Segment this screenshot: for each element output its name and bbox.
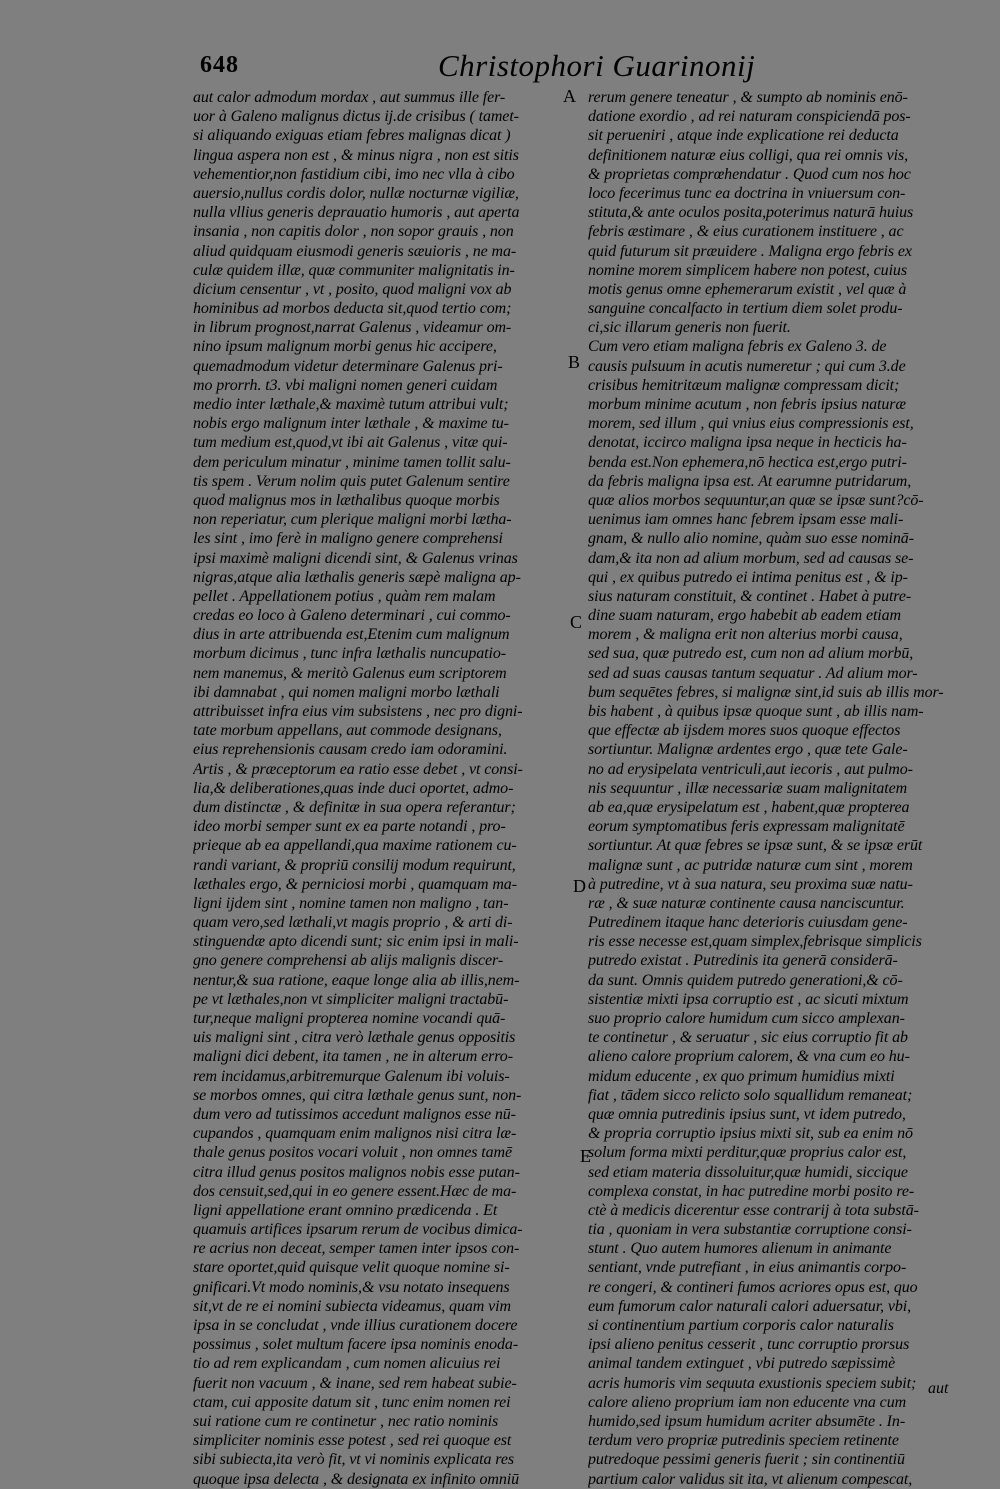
text-line: ipsi alieno penitus cesserit , tunc corruptio prorsus: [588, 1336, 910, 1354]
text-line: suo proprio calore humidum cum sicco amplexan-: [588, 1010, 905, 1027]
text-line: partium calor validus sit ita, vt alienum compescat,: [588, 1470, 913, 1488]
text-line: febris æstimare , & eius curationem instituere , ac: [588, 223, 904, 241]
text-line: uenimus iam omnes hanc febrem ipsam esse mali-: [588, 511, 904, 529]
text-line: nentur,& sua ratione, eaque longe alia ab illis,nem-: [193, 971, 520, 989]
text-line: terdum vero propriæ putredinis speciem retinente: [588, 1432, 899, 1450]
text-line: solum forma mixti perditur,quæ proprius calor est,: [588, 1144, 907, 1162]
text-line: cupandos , quamquam enim malignos nisi citra læ-: [193, 1125, 517, 1143]
text-line: que effectæ ab ijsdem mores suos quoque effectos: [588, 722, 901, 740]
text-line: nem manemus, & meritò Galenus eum scriptorem: [193, 664, 507, 682]
text-line: & propria corruptio ipsius mixti sit, sub ea enim nō: [588, 1125, 913, 1143]
text-line: tate morbum appellans, aut commode designans,: [193, 722, 502, 740]
text-line: citra illud genus positos malignos nobis esse putan-: [193, 1163, 520, 1181]
text-line: benda est.Non ephemera,nō hectica est,ergo putri-: [588, 453, 907, 471]
text-line: sanguine concalfacto in tertium diem solet produ-: [588, 300, 903, 318]
text-line: alieno calore proprium calorem, & vna cum eo hu-: [588, 1048, 910, 1066]
text-line: lingua aspera non est , & minus nigra , non est sitis: [193, 146, 519, 164]
text-line: ctè à medicis dicerentur esse contrarij à tota substā-: [588, 1201, 919, 1219]
text-line: datione exordio , ad rei naturam conspiciendā pos-: [588, 108, 911, 126]
text-line: ci,sic illarum generis non fuerit.: [588, 319, 791, 337]
text-line: sibi subiecta,ita verò fit, vt vi nominis explicata res: [193, 1451, 514, 1469]
text-line: pe vt læthales,non vt simpliciter maligni tractabū-: [193, 990, 509, 1008]
text-line: sed ad suas causas tantum sequatur . Ad alium mor-: [588, 664, 918, 682]
text-line: bum sequētes febres, si malignæ sint,id suis ab illis mor-: [588, 683, 944, 701]
text-line: Cum vero etiam maligna febris ex Galeno 3. de: [588, 338, 887, 356]
catchword: aut: [928, 1380, 949, 1397]
text-line: mo prorrh. t3. vbi maligni nomen generi cuidam: [193, 376, 498, 394]
text-line: gno genere comprehensi ab alijs malignis discer-: [193, 952, 504, 970]
text-line: sed etiam materia dissoluitur,quæ humidi, siccique: [588, 1163, 908, 1181]
text-line: no ad erysipelata ventriculi,aut iecoris , aut pulmo-: [588, 760, 913, 778]
text-line: quæ alios morbos sequuntur,an quæ se ipsæ sunt?cō-: [588, 491, 924, 509]
text-line: definitionem naturæ eius colligi, qua rei omnis vis,: [588, 146, 908, 164]
text-line: aut calor admodum mordax , aut summus ille fer-: [193, 89, 506, 106]
text-line: maligni dici debent, ita tamen , ne in alterum erro-: [193, 1048, 513, 1066]
text-line: eorum symptomatibus feris expressam malignitatē: [588, 818, 905, 836]
text-line: sentiant, vnde putrefiant , in eius animantis corpo-: [588, 1259, 907, 1277]
text-line: motis genus omne ephemerarum existit , vel quæ à: [588, 280, 907, 298]
text-line: pellet . Appellationem potius , quàm rem malam: [193, 587, 496, 605]
text-line: sed sua, quæ putredo est, cum non ad alium morbū,: [588, 645, 914, 663]
text-line: sit perueniri , atque inde explicatione rei deducta: [588, 127, 899, 145]
text-line: te continetur , & seruatur , sic eius corruptio fit ab: [588, 1029, 908, 1047]
text-line: sui ratione cum re continetur , nec ratio nominis: [193, 1412, 499, 1430]
text-line: midum educente , ex quo primum humidius mixti: [588, 1067, 895, 1085]
text-line: putredoque pessimi generis fuerit ; sin continentiū: [588, 1451, 905, 1469]
text-line: qui , ex quibus putredo ei intima penitus est , & ip-: [588, 568, 908, 586]
text-line: in librum prognost,narrat Galenus , videamur om-: [193, 319, 512, 337]
text-line: dine suam naturam, ergo habebit ab eadem etiam: [588, 607, 901, 625]
text-line: uor à Galeno malignus dictus ij.de crisibus ( tamet-: [193, 108, 519, 126]
text-line: stare oportet,quid quisque velit quoque nomine si-: [193, 1259, 510, 1277]
margin-marker-a: A: [563, 86, 576, 106]
text-line: culæ quidem illæ, quæ communiter malignitatis in-: [193, 261, 515, 279]
text-line: calore alieno proprium iam non educente vna cum: [588, 1393, 907, 1411]
text-line: loco fecerimus tunc ea doctrina in vniuersum con-: [588, 184, 906, 202]
text-line: medio inter læthale,& maximè tutum attribui vult;: [193, 396, 509, 413]
text-line: nino ipsum malignum morbi genus hic accipere,: [193, 338, 497, 356]
right-column: [588, 88, 968, 1489]
text-line: ipsa in se concludat , vnde illius curationem docere: [193, 1317, 518, 1334]
text-line: dicium censentur , vt , posito, quod maligni vox ab: [193, 280, 512, 298]
text-line: dem periculum minatur , minime tamen tollit salu-: [193, 453, 511, 471]
text-line: da sunt. Omnis quidem putredo generationi,& cō-: [588, 971, 903, 989]
margin-marker-d: D: [573, 876, 586, 896]
text-line: ligni appellatione erant omnino prædicenda . Et: [193, 1201, 498, 1219]
text-line: sistentiæ mixti ipsa corruptio est , ac sicuti mixtum: [588, 990, 909, 1008]
text-line: morbum minime acutum , non febris ipsius naturæ: [588, 396, 906, 413]
text-line: ctam, cui apposite datum sit , tunc enim nomen rei: [193, 1393, 511, 1411]
text-line: quod malignus mos in læthalibus quoque morbis: [193, 491, 500, 509]
text-line: morem, sed illum , qui vnius eius compressionis est,: [588, 415, 914, 433]
text-line: quam vero,sed læthali,vt magis proprio , & arti di-: [193, 914, 513, 932]
text-line: ibi damnabat , qui nomen maligni morbo læthali: [193, 683, 500, 701]
text-line: si aliquando exiguas etiam febres malignas dicat ): [193, 127, 511, 145]
text-line: rerum genere teneatur , & sumpto ab nominis enō-: [588, 89, 908, 106]
text-line: dum distinctæ , & definitæ in sua opera referantur;: [193, 798, 516, 816]
text-line: & proprietas comprœhendatur . Quod cum nos hoc: [588, 165, 911, 183]
text-line: sius naturam constituit, & continet . Habet à putre-: [588, 587, 912, 605]
running-head: Christophori Guarinonij: [438, 48, 756, 83]
margin-marker-e: E: [580, 1146, 591, 1166]
text-line: tis spem . Verum nolim quis putet Galenum sentire: [193, 472, 510, 490]
text-line: credas eo loco à Galeno determinari , cui commo-: [193, 607, 511, 625]
text-line: à putredine, vt à sua natura, seu proxima suæ natu-: [588, 875, 913, 893]
text-line: simpliciter nominis esse potest , sed rei quoque est: [193, 1432, 512, 1450]
text-line: sortiuntur. At quæ febres se ipsæ sunt, & se ipsæ erūt: [588, 837, 923, 855]
text-line: humido,sed ipsum humidum acriter absumēte . In-: [588, 1412, 906, 1430]
text-line: possimus , solet multum facere ipsa nominis enoda-: [193, 1336, 519, 1354]
text-line: eum fumorum calor naturali calori aduersatur, vbi,: [588, 1297, 911, 1315]
text-line: aliud quidquam eiusmodi generis sæuioris , ne ma-: [193, 242, 517, 260]
text-line: malignæ sunt , ac putridæ naturæ cum sint , morem: [588, 856, 913, 874]
text-line: ligni ijdem sint , nomine tamen non maligno , tan-: [193, 894, 509, 912]
text-line: denotat, iccirco maligna ipsa neque in hecticis ha-: [588, 434, 907, 452]
text-line: non reperiatur, cum plerique maligni morbi lætha-: [193, 511, 512, 529]
text-line: dam,& ita non ad alium morbum, sed ad causas se-: [588, 549, 914, 567]
text-line: dos censuit,sed,qui in eo genere essent.Hæc de ma-: [193, 1182, 517, 1200]
page-header: [0, 48, 1000, 88]
margin-marker-b: B: [568, 352, 581, 372]
text-line: uis maligni sint , citra verò læthale genus oppositis: [193, 1029, 516, 1047]
text-line: Artis , & præceptorum ea ratio esse debet , vt consi-: [193, 760, 523, 778]
text-line: ræ , & suæ naturæ continente causa nanciscuntur.: [588, 894, 905, 912]
text-line: randi variant, & propriū consilij modum requirunt,: [193, 856, 516, 874]
text-line: sit,vt de re ei nomini subiecta videamus, quam vim: [193, 1297, 511, 1315]
text-line: tur,neque maligni propterea nomine vocandi quā-: [193, 1010, 506, 1027]
text-line: quemadmodum videtur determinare Galenus pri-: [193, 357, 503, 375]
text-line: re acrius non deceat, semper tamen inter ipsos con-: [193, 1240, 520, 1258]
text-line: fuerit non vacuum , & inane, sed rem habeat subie-: [193, 1374, 517, 1392]
text-line: ipsi maximè maligni dicendi sint, & Galenus vrinas: [193, 549, 518, 567]
text-line: bis habent , à quibus ipsæ quoque sunt , ab illis nam-: [588, 703, 924, 720]
text-line: se morbos omnes, qui citra læthale genus sunt, non-: [193, 1086, 522, 1104]
text-line: lia,& deliberationes,quas inde duci oportet, admo-: [193, 779, 514, 797]
text-line: les sint , imo ferè in maligno genere comprehensi: [193, 530, 503, 548]
text-line: thale genus positos vocari voluit , non omnes tamē: [193, 1144, 512, 1162]
text-line: quæ omnia putredinis ipsius sunt, vt idem putredo,: [588, 1105, 906, 1123]
text-line: dius in arte attribuenda est,Etenim cum malignum: [193, 626, 510, 644]
text-line: animal tandem extinguet , vbi putredo sæpissimè: [588, 1355, 896, 1373]
text-line: nis sequuntur , illæ necessariæ suam malignitatem: [588, 779, 908, 797]
text-line: quoque ipsa delecta , & designata ex infinito omniū: [193, 1470, 519, 1488]
text-line: vehementior,non fastidium cibi, imo nec vlla à cibo: [193, 165, 515, 183]
text-line: sortiuntur. Malignæ ardentes ergo , quæ tete Gale-: [588, 741, 908, 759]
text-line: gnificari.Vt modo nominis,& vsu notato insequens: [193, 1278, 510, 1296]
text-line: stituta,& ante oculos posita,poterimus naturā huius: [588, 204, 914, 222]
text-line: acris humoris vim sequuta exustionis speciem subit;: [588, 1374, 917, 1392]
text-line: da febris maligna ipsa est. At earumne putridarum,: [588, 472, 912, 490]
text-line: hominibus ad morbos deducta sit,quod tertio com;: [193, 300, 512, 318]
text-line: ideo morbi semper sunt ex ea parte notandi , pro-: [193, 818, 506, 836]
text-line: causis pulsuum in acutis numeretur ; qui cum 3.de: [588, 357, 906, 375]
text-line: si continentium partium corporis calor naturalis: [588, 1317, 894, 1334]
text-line: nigras,atque alia læthalis generis sæpè maligna ap-: [193, 568, 521, 586]
text-line: tio ad rem explicandam , cum nomen alicuius rei: [193, 1355, 501, 1373]
text-line: insania , non capitis dolor , non sopor grauis , non: [193, 223, 514, 241]
text-line: ris esse necesse est,quam simplex,febrisque simplicis: [588, 933, 922, 951]
text-line: auersio,nullus cordis dolor, nullæ nocturnæ vigiliæ,: [193, 184, 519, 202]
text-line: læthales ergo, & perniciosi morbi , quamquam ma-: [193, 875, 517, 893]
text-line: eius reprehensionis causam credo iam odoramini.: [193, 741, 508, 759]
text-line: complexa constat, in hac putredine morbi posito re-: [588, 1182, 915, 1200]
text-line: re congeri, & contineri fumos acriores opus est, quo: [588, 1278, 918, 1296]
text-line: prieque ab ea appellandi,qua maxime rationem cu-: [193, 837, 517, 855]
text-line: nomine morem simplicem habere non potest, cuius: [588, 261, 907, 279]
text-line: quid futurum sit præuidere . Maligna ergo febris ex: [588, 242, 912, 260]
page-number: 648: [200, 52, 239, 78]
text-line: stunt . Quo autem humores alienum in animante: [588, 1240, 892, 1258]
text-line: tum medium est,quod,vt ibi ait Galenus , vitæ qui-: [193, 434, 508, 452]
text-line: putredo existat . Putredinis ita generā considerā-: [588, 952, 898, 970]
text-line: Putredinem itaque hanc deterioris cuiusdam gene-: [588, 914, 908, 932]
text-line: gnam, & nullo alio nomine, quàm suo esse nominā-: [588, 530, 914, 548]
text-line: nulla vllius generis deprauatio humoris , aut aperta: [193, 204, 520, 222]
text-line: quamuis artifices ipsarum rerum de vocibus dimica-: [193, 1221, 523, 1239]
text-line: attribuisset infra eius vim subsistens , nec pro digni-: [193, 703, 523, 720]
text-line: ab ea,quæ erysipelatum est , habent,quæ propterea: [588, 798, 910, 816]
text-line: rem incidamus,arbitremurque Galenum ibi voluis-: [193, 1067, 510, 1085]
text-line: crisibus hemitritæum malignæ compressam dicit;: [588, 376, 900, 394]
text-line: tia , quoniam in vera substantiæ corruptione consi-: [588, 1221, 912, 1239]
left-column: [193, 88, 573, 1489]
text-line: morbum dicimus , tunc infra læthalis nuncupatio-: [193, 645, 506, 663]
text-line: nobis ergo malignum inter læthale , & maxime tu-: [193, 415, 509, 433]
text-line: dum vero ad tutissimos accedunt malignos esse nū-: [193, 1105, 516, 1123]
text-line: fiat , tādem sicco relicto solo squallidum remaneat;: [588, 1086, 913, 1104]
margin-marker-c: C: [570, 612, 583, 632]
text-line: stinguendæ apto dicendi sunt; sic enim ipsi in mali-: [193, 933, 519, 951]
text-line: morem , & maligna erit non alterius morbi causa,: [588, 626, 903, 644]
